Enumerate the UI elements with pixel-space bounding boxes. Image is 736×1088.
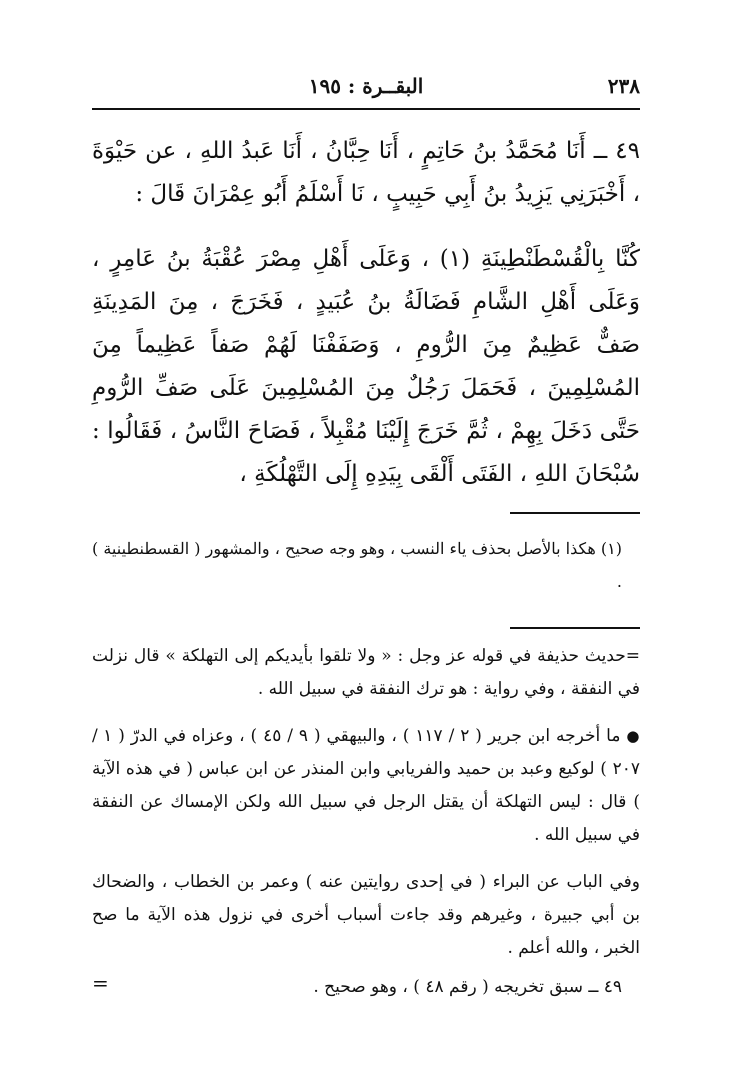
hadith-matn: كُنَّا بِالْقُسْطَنْطِينَةِ (١) ، وَعَلَى أَهْلِ مِصْرَ عُقْبَةُ بنُ عَامِرٍ ، وَعَلَى أَهْلِ الشَّامِ فَضَالَةُ بنُ عُبَيدٍ ، فَخَرَجَ ، مِنَ المَدِينَةِ صَفٌّ عَظِيمٌ مِنَ الرُّومِ ، وَصَفَفْنَا لَهُمْ صَفاً عَظِيماً مِنَ المُسْلِمِينَ ، فَحَمَلَ رَجُلٌ مِنَ المُسْلِمِينَ عَلَى صَفِّ الرُّومِ حَتَّى دَخَلَ بِهِمْ ، ثُمَّ خَرَجَ إِلَيْنَا مُقْبِلاً ، فَصَاحَ النَّاسُ ، فَقَالُوا : سُبْحَانَ اللهِ ، الفَتَى أَلْقَى بِيَدِهِ إِلَى التَّهْلُكَةِ ، [92,246,640,487]
hadith-isnad: ٤٩ ــ أَنَا مُحَمَّدُ بنُ حَاتِمٍ ، أَنَا حِبَّانُ ، أَنَا عَبدُ اللهِ ، عن حَيْوَةَ ، أَخْبَرَنِي يَزِيدُ بنُ أَبِي حَبِيبٍ ، نَا أَسْلَمُ أَبُو عِمْرَانَ قَالَ : [92,138,640,207]
footnote-text: (١) هكذا بالأصل بحذف ياء النسب ، وهو وجه صحيح ، والمشهور ( القسطنطينية ) . [92,539,622,591]
header-divider [92,108,640,110]
bullet-icon: ● [626,727,640,745]
page-number: ٢٣٨ [607,74,640,98]
footnote [92,532,622,598]
footnote-divider [510,512,640,514]
page-header [92,74,640,104]
takhrij-paragraph-1: =حديث حذيفة في قوله عز وجل : « ولا تلقوا بأيديكم إلى التهلكة » قال نزلت في النفقة ، وفي رواية : هو ترك النفقة في سبيل الله . [92,646,640,699]
takhrij-paragraph-3: وفي الباب عن البراء ( في إحدى روايتين عنه ) وعمر بن الخطاب ، والضحاك بن أبي جبيرة ، وغيرهم وقد جاءت أسباب أخرى في نزول هذه الآية ما صح الخبر ، والله أعلم . [92,872,640,958]
takhrij-notes [92,640,640,979]
hadith-text [92,130,640,496]
continuation-mark: = [92,971,109,995]
takhrij-paragraph-2 [92,720,640,852]
takhrij-paragraph-2-text: ما أخرجه ابن جرير ( ٢ / ١١٧ ) ، والبيهقي ( ٩ / ٤٥ ) ، وعزاه في الدرّ ( ١ / ٢٠٧ ) لوكيع وعبد بن حميد والفريابي وابن المنذر عن ابن عباس ( في هذه الآية ) قال : ليس التهلكة أن يقتل الرجل في سبيل الله ولكن الإمساك عن النفقة في سبيل الله . [92,726,640,845]
hadith-49-note: ٤٩ ــ سبق تخريجه ( رقم ٤٨ ) ، وهو صحيح . [313,977,622,997]
surah-reference: البقــرة : ١٩٥ [308,74,424,98]
takhrij-divider [510,627,640,629]
